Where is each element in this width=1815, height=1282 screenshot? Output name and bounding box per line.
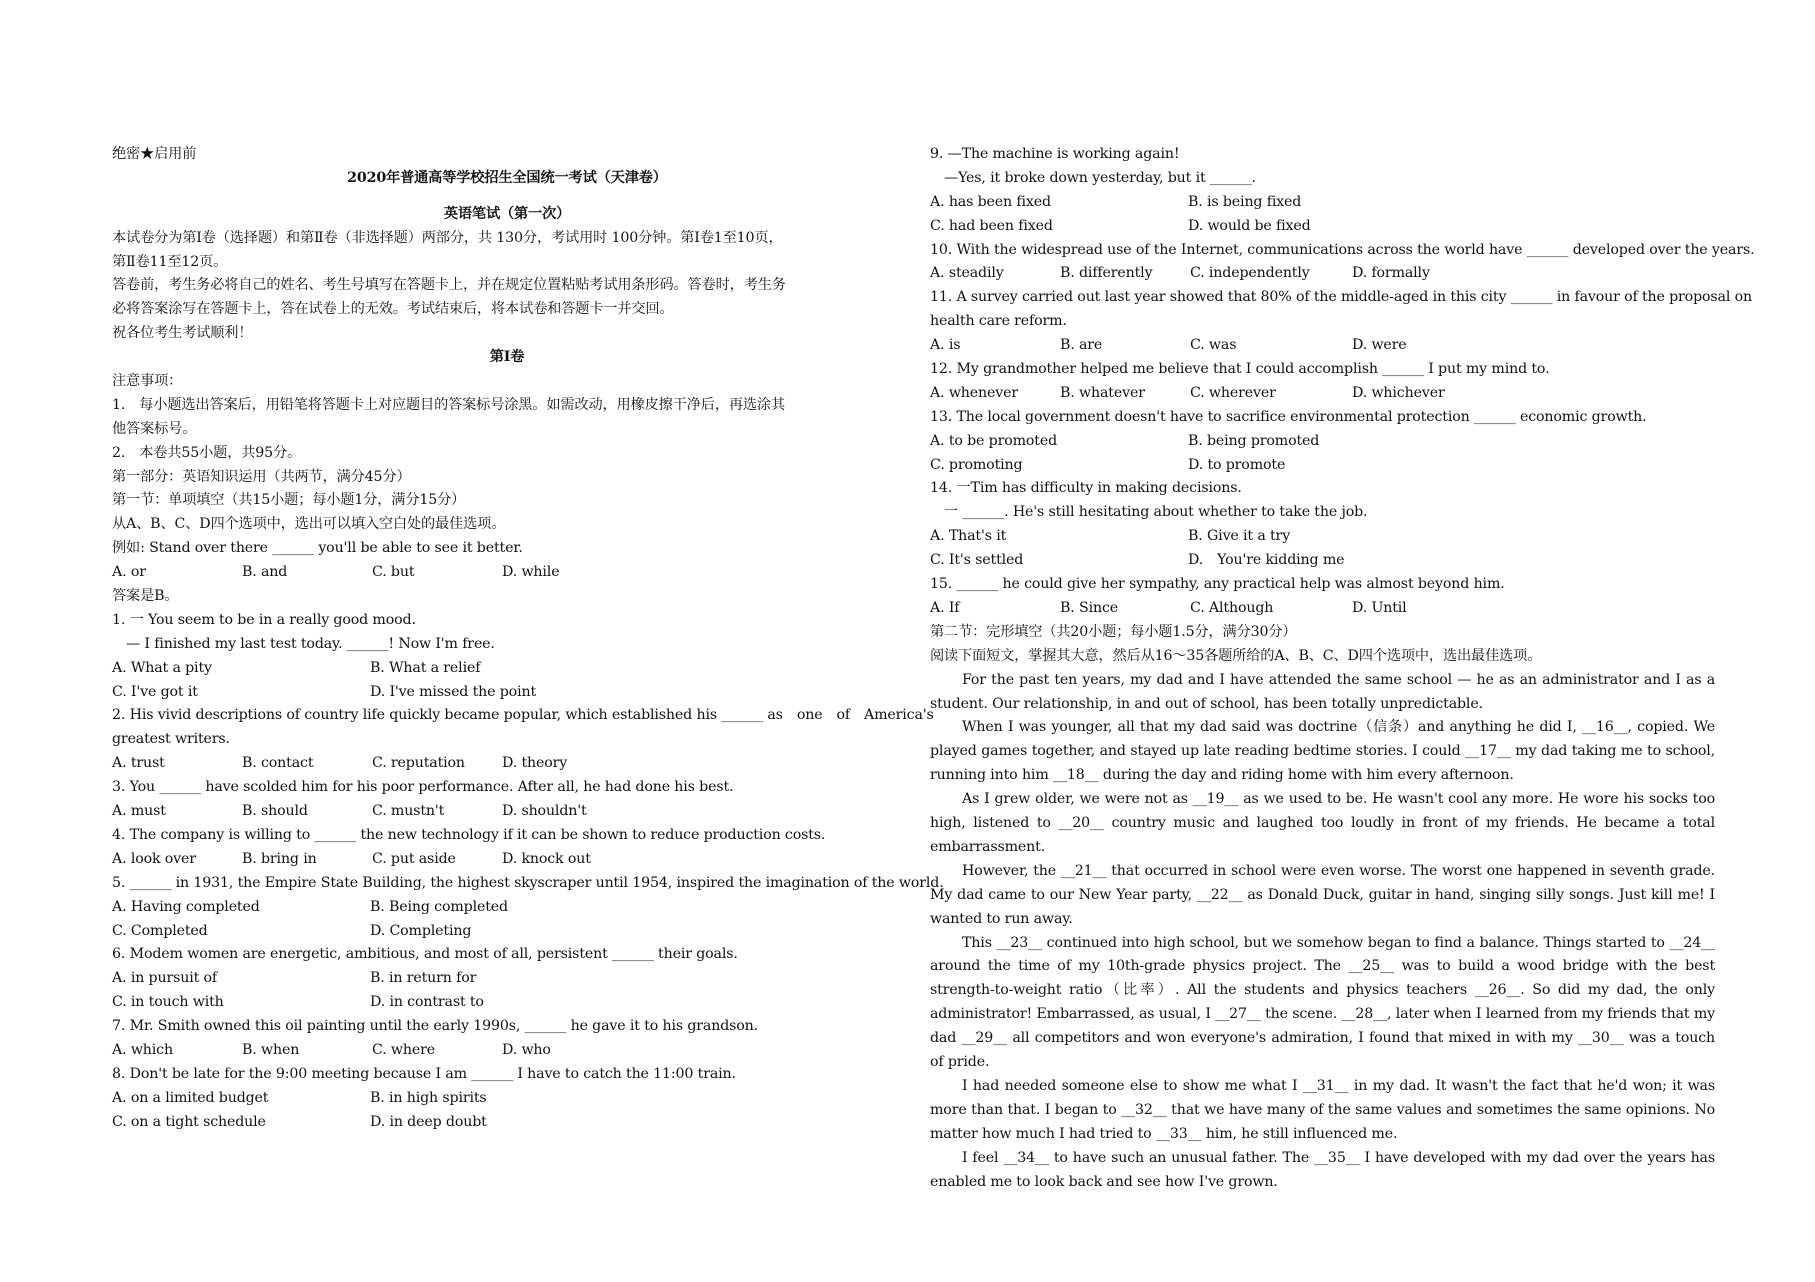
option: D. You're kidding me xyxy=(1188,552,1345,569)
passage-paragraph: I feel __34__ to have such an unusual father. The __35__ I have developed with my dad over the years has enabled me to look back and see how I've grown. xyxy=(930,1149,1715,1190)
question-stem: — I finished my last test today. ______! Now I'm free. xyxy=(112,635,495,652)
option: D. Completing xyxy=(370,922,472,939)
notes-line: 第一节：单项填空（共15小题；每小题1分，满分15分） xyxy=(112,492,466,509)
option: C. in touch with xyxy=(112,994,224,1011)
intro-line: 答卷前，考生务必将自己的姓名、考生号填写在答题卡上，并在规定位置粘贴考试用条形码。答卷时，考生务 xyxy=(112,277,786,294)
option: C. reputation xyxy=(372,755,465,772)
question-stem: 13. The local government doesn't have to sacrifice environmental protection ______ economic growth. xyxy=(930,408,1647,425)
passage-paragraph: I had needed someone else to show me what I __31__ in my dad. It wasn't the fact that he'd won; it was more than that. I began to __32__ that we have many of the same values and sometimes the same opinions. No matter how much I had tried to __33__ him, he still influenced me. xyxy=(930,1078,1715,1142)
question-options xyxy=(930,454,1715,478)
option: B. contact xyxy=(242,755,314,772)
passage-paragraph: However, the __21__ that occurred in school were even worse. The worst one happened in seventh grade. My dad came to our New Year party, __22__ as Donald Duck, guitar in hand, singing silly songs. Just kill me! I wanted to run away. xyxy=(930,862,1715,927)
option: C. I've got it xyxy=(112,683,198,700)
option: D. I've missed the point xyxy=(370,683,536,700)
notes-line: 从A、B、C、D四个选项中，选出可以填入空白处的最佳选项。 xyxy=(112,516,506,533)
option: B. whatever xyxy=(1060,384,1145,401)
option: A. If xyxy=(930,599,960,616)
right-column xyxy=(930,143,1755,1195)
option: A. has been fixed xyxy=(930,193,1051,210)
secret-mark: 绝密★启用前 xyxy=(112,146,197,162)
option: D. to promote xyxy=(1188,456,1286,473)
option: C. on a tight schedule xyxy=(112,1113,266,1130)
question-stem: 10. With the widespread use of the Internet, communications across the world have ______ developed over the years. xyxy=(930,241,1755,258)
question-stem: 5. ______ in 1931, the Empire State Building, the highest skyscraper until 1954, inspired the imagination of the world. xyxy=(112,874,944,891)
question-stem: greatest writers. xyxy=(112,731,230,748)
example-answer: 答案是B。 xyxy=(112,588,179,605)
passage-paragraph: This __23__ continued into high school, but we somehow began to find a balance. Things started to __24__ around the time of my 10th-grade physics project. The __25__ was to build a wood bridge with the best strength-to-weight ratio（比率）. All the students and physics teachers __26__. So did my dad, the only administrator! Embarrassed, as usual, I __27__ the scene. __28__, later when I learned from my friends that my dad __29__ all competitors and won everyone's admiration, I found that mixed in with my __30__ was a touch of pride. xyxy=(930,934,1715,1071)
question-stem: 4. The company is willing to ______ the new technology if it can be shown to reduce production costs. xyxy=(112,826,826,843)
question-options xyxy=(112,991,902,1015)
option: B. should xyxy=(242,803,308,820)
option: A. Having completed xyxy=(112,898,260,915)
option: D. Until xyxy=(1352,599,1407,616)
question-options xyxy=(930,191,1715,215)
exam-subtitle: 英语笔试（第一次） xyxy=(443,205,571,222)
question-options xyxy=(930,525,1715,549)
option: D. would be fixed xyxy=(1188,217,1311,234)
option: B. Give it a try xyxy=(1188,528,1291,545)
question-options xyxy=(112,800,902,824)
option: B. are xyxy=(1060,337,1103,354)
option: C. Although xyxy=(1190,599,1274,616)
question-stem: —Yes, it broke down yesterday, but it ______. xyxy=(930,169,1256,186)
option: C. had been fixed xyxy=(930,217,1053,234)
question-options xyxy=(112,1087,902,1111)
option: A. is xyxy=(930,337,961,354)
notes-line: 2. 本卷共55小题，共95分。 xyxy=(112,444,302,461)
question-options xyxy=(112,1111,902,1135)
question-stem: 12. My grandmother helped me believe that I could accomplish ______ I put my mind to. xyxy=(930,361,1550,378)
question-options xyxy=(112,920,902,944)
option: D. were xyxy=(1352,337,1407,354)
option: C. wherever xyxy=(1190,384,1276,401)
left-column xyxy=(112,143,944,1135)
question-options xyxy=(930,549,1715,573)
option: A. on a limited budget xyxy=(112,1089,269,1106)
intro-line: 第Ⅱ卷11至12页。 xyxy=(112,253,228,270)
option: C. It's settled xyxy=(930,552,1024,569)
option: B. in return for xyxy=(370,970,477,987)
option: C. but xyxy=(372,564,415,581)
option: C. put aside xyxy=(372,850,456,867)
question-stem: 15. ______ he could give her sympathy, any practical help was almost beyond him. xyxy=(930,576,1505,593)
option: D. in deep doubt xyxy=(370,1113,487,1130)
option: A. What a pity xyxy=(112,659,212,676)
option: C. Completed xyxy=(112,922,208,939)
question-options xyxy=(112,1039,902,1063)
question-options xyxy=(930,597,1715,621)
question-stem: 2. His vivid descriptions of country life quickly became popular, which established his ______ as one of America's xyxy=(112,707,934,724)
option: B. in high spirits xyxy=(370,1089,487,1106)
intro-line: 必将答案涂写在答题卡上，答在试卷上的无效。考试结束后，将本试卷和答题卡一并交回。 xyxy=(112,301,674,318)
option: A. or xyxy=(112,564,146,581)
option: C. where xyxy=(372,1041,436,1058)
example-options xyxy=(112,561,902,585)
intro-line: 祝各位考生考试顺利！ xyxy=(112,325,253,342)
option: D. whichever xyxy=(1352,384,1445,401)
option: B. differently xyxy=(1060,265,1153,282)
question-options xyxy=(112,657,902,681)
option: A. in pursuit of xyxy=(112,970,218,987)
exam-title: 2020年普通高等学校招生全国统一考试（天津卷） xyxy=(347,169,667,186)
question-options xyxy=(930,382,1715,406)
option: B. when xyxy=(242,1041,300,1058)
option: B. and xyxy=(242,564,288,581)
notes-line: 第一部分：英语知识运用（共两节，满分45分） xyxy=(112,468,411,485)
option: B. Since xyxy=(1060,599,1118,616)
option: D. shouldn't xyxy=(502,803,587,820)
option: B. What a relief xyxy=(370,659,481,676)
question-options xyxy=(930,215,1715,239)
example-stem: 例如: Stand over there ______ you'll be able to see it better. xyxy=(112,540,523,557)
option: B. is being fixed xyxy=(1188,193,1302,210)
option: B. bring in xyxy=(242,850,317,867)
option: C. independently xyxy=(1190,265,1310,282)
option: A. steadily xyxy=(930,265,1004,282)
question-stem: 9. —The machine is working again! xyxy=(930,146,1180,162)
question-options xyxy=(930,334,1715,358)
notes-line: 1. 每小题选出答案后，用铅笔将答题卡上对应题目的答案标号涂黑。如需改动，用橡皮擦干净后，再选涂其 xyxy=(112,396,786,413)
option: A. to be promoted xyxy=(930,432,1058,449)
option: A. whenever xyxy=(930,384,1019,401)
option: A. That's it xyxy=(930,528,1007,545)
question-options xyxy=(112,752,902,776)
question-options xyxy=(930,262,1715,286)
question-stem: 8. Don't be late for the 9:00 meeting because I am ______ I have to catch the 11:00 train. xyxy=(112,1065,736,1082)
option: A. look over xyxy=(112,850,196,867)
option: C. promoting xyxy=(930,456,1023,473)
question-stem: 3. You ______ have scolded him for his poor performance. After all, he had done his best. xyxy=(112,779,734,796)
option: D. formally xyxy=(1352,265,1430,282)
option: D. in contrast to xyxy=(370,994,484,1011)
option: B. being promoted xyxy=(1188,432,1320,449)
option: A. trust xyxy=(112,755,165,772)
passage-paragraph: When I was younger, all that my dad said was doctrine（信条）and anything he did I, __16__, copied. We played games together, and stayed up late reading bedtime stories. I could __17__ my dad taking me to school, running into him __18__ during the day and riding home with him every afternoon. xyxy=(930,719,1715,784)
passage-paragraph: As I grew older, we were not as __19__ as we used to be. He wasn't cool any more. He wore his socks too high, listened to __20__ country music and laughed too loudly in front of my friends. He became a total embarrassment. xyxy=(930,791,1715,855)
notes-line: 他答案标号。 xyxy=(112,420,197,437)
section-instruction: 阅读下面短文，掌握其大意，然后从16～35各题所给的A、B、C、D四个选项中，选出最佳选项。 xyxy=(930,647,1542,664)
question-options xyxy=(112,967,902,991)
option: D. knock out xyxy=(502,850,591,867)
section-title: 第二节：完形填空（共20小题；每小题1.5分，满分30分） xyxy=(930,623,1297,640)
option: A. must xyxy=(112,803,166,820)
volume-title: 第Ⅰ卷 xyxy=(489,349,525,366)
option: D. theory xyxy=(502,755,568,772)
question-stem: 1. 一 You seem to be in a really good mood. xyxy=(112,611,416,628)
option: C. was xyxy=(1190,337,1237,354)
option: B. Being completed xyxy=(370,898,508,915)
question-stem: 7. Mr. Smith owned this oil painting until the early 1990s, ______ he gave it to his grandson. xyxy=(112,1018,759,1035)
intro-line: 本试卷分为第Ⅰ卷（选择题）和第Ⅱ卷（非选择题）两部分，共 130分，考试用时 100分钟。第Ⅰ卷1至10页， xyxy=(112,229,783,246)
notes-line: 注意事项： xyxy=(112,373,183,390)
question-stem: 6. Modem women are energetic, ambitious, and most of all, persistent ______ their goals. xyxy=(112,946,738,963)
option: A. which xyxy=(112,1041,173,1058)
question-options xyxy=(930,430,1715,454)
option: D. who xyxy=(502,1041,551,1058)
question-stem: 14. 一Tim has difficulty in making decisions. xyxy=(930,480,1242,497)
question-stem: health care reform. xyxy=(930,313,1067,330)
option: C. mustn't xyxy=(372,803,445,820)
question-options xyxy=(112,681,902,705)
question-options xyxy=(112,896,902,920)
option: D. while xyxy=(502,564,560,581)
question-stem: 11. A survey carried out last year showed that 80% of the middle-aged in this city ______ in favour of the proposal on xyxy=(930,289,1752,306)
question-options xyxy=(112,848,902,872)
question-stem: 一 ______. He's still hesitating about whether to take the job. xyxy=(930,504,1368,521)
passage-paragraph: For the past ten years, my dad and I have attended the same school — he as an administrator and I as a student. Our relationship, in and out of school, has been totally unpredictable. xyxy=(930,671,1715,712)
